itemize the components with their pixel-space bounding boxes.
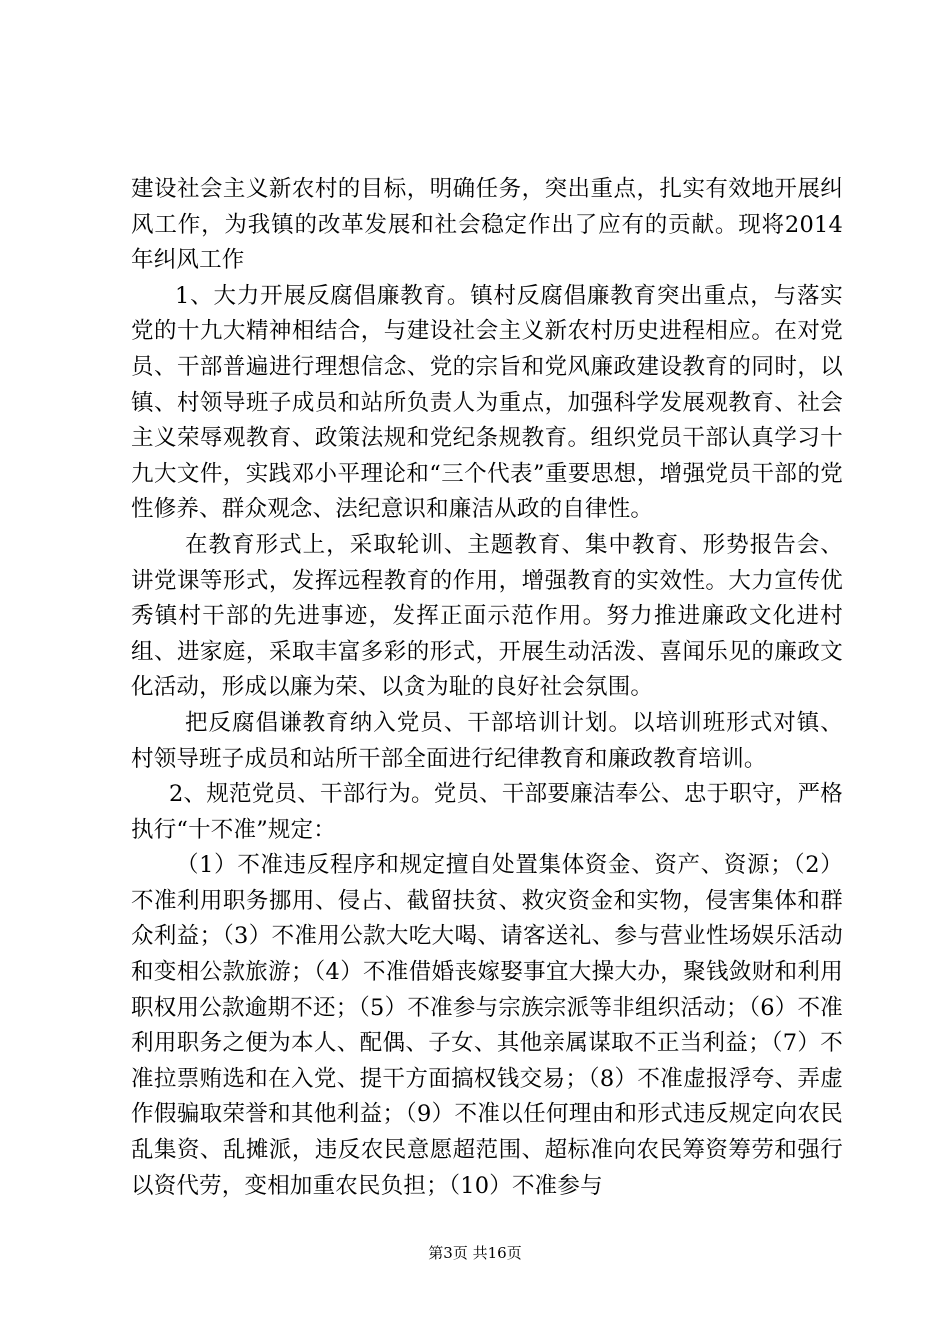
paragraph-ten-prohibitions: （1）不准违反程序和规定擅自处置集体资金、资产、资源；（2）不准利用职务挪用、侵占、截留扶贫、救灾资金和实物，侵害集体和群众利益；（3）不准用公款大吃大喝、请客送礼、参与营业性场娱乐活动和变相公款旅游；（4）不准借婚丧嫁娶事宜大操大办，聚钱敛财和利用职权用公款逾期不还；（5）不准参与宗族宗派等非组织活动；（6）不准利用职务之便为本人、配偶、子女、其他亲属谋取不正当利益；（7）不准拉票贿选和在入党、提干方面搞权钱交易；（8）不准虚报浮夸、弄虚作假骗取荣誉和其他利益；（9）不准以任何理由和形式违反规定向农民乱集资、乱摊派，违反农民意愿超范围、超标准向农民筹资筹劳和强行以资代劳，变相加重农民负担；（10）不准参与 <box>131 852 843 1199</box>
paragraph-intro: 建设社会主义新农村的目标，明确任务，突出重点，扎实有效地开展纠风工作，为我镇的改革发展和社会稳定作出了应有的贡献。现将2014年纠风工作 <box>131 176 843 274</box>
paragraph-education-forms: 在教育形式上，采取轮训、主题教育、集中教育、形势报告会、讲党课等形式，发挥远程教育的作用，增强教育的实效性。大力宣传优秀镇村干部的先进事迹，发挥正面示范作用。努力推进廉政文化进村组、进家庭，采取丰富多彩的形式，开展生动活泼、喜闻乐见的廉政文化活动，形成以廉为荣、以贪为耻的良好社会氛围。 <box>131 531 843 701</box>
page-footer: 第3页 共16页 <box>428 1244 522 1262</box>
paragraph-regulate-behavior: 2、规范党员、干部行为。党员、干部要廉洁奉公、忠于职守，严格执行“十不准”规定： <box>131 781 843 843</box>
document-body <box>131 172 843 1204</box>
paragraph-training-plan: 把反腐倡谦教育纳入党员、干部培训计划。以培训班形式对镇、村领导班子成员和站所干部全面进行纪律教育和廉政教育培训。 <box>131 709 843 772</box>
paragraph-anticorruption-education: 1、大力开展反腐倡廉教育。镇村反腐倡廉教育突出重点，与落实党的十九大精神相结合，与建设社会主义新农村历史进程相应。在对党员、干部普遍进行理想信念、党的宗旨和党风廉政建设教育的同时，以镇、村领导班子成员和站所负责人为重点，加强科学发展观教育、社会主义荣辱观教育、政策法规和党纪条规教育。组织党员干部认真学习十九大文件，实践邓小平理论和“三个代表”重要思想，增强党员干部的党性修养、群众观念、法纪意识和廉洁从政的自律性。 <box>131 282 843 523</box>
